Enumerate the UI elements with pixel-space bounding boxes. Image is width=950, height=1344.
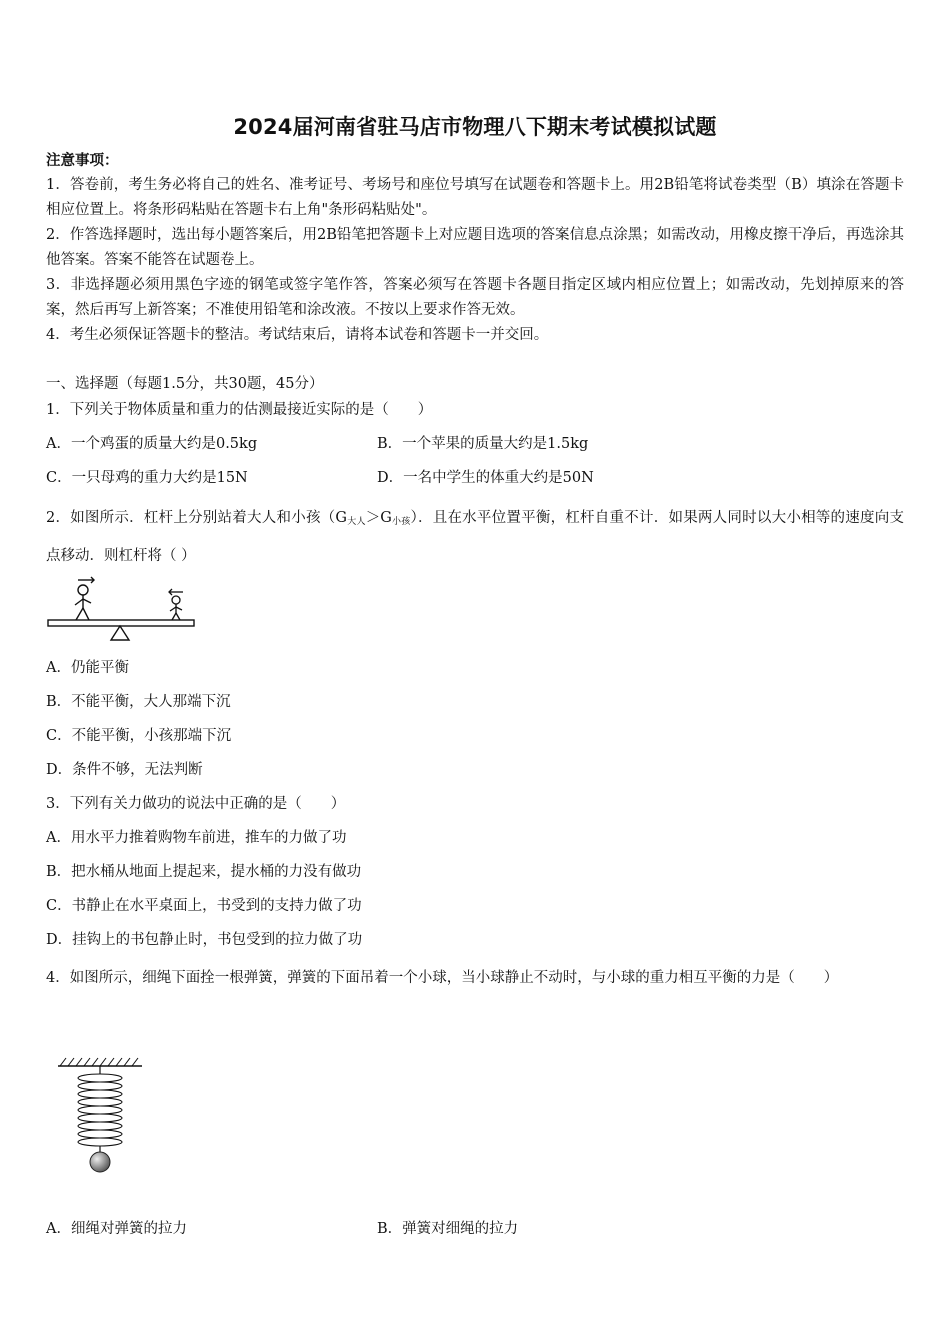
page-title: 2024届河南省驻马店市物理八下期末考试模拟试题 bbox=[233, 115, 717, 139]
q3-option-d: D．挂钩上的书包静止时，书包受到的拉力做了功 bbox=[46, 932, 363, 948]
notice-item-1: 1．答卷前，考生务必将自己的姓名、准考证号、考场号和座位号填写在试题卷和答题卡上。用2B铅笔将试卷类型（B）填涂在答题卡相应位置上。将条形码粘贴在答题卡右上角"条形码粘贴处"。 bbox=[46, 177, 904, 218]
spring-figure bbox=[56, 1054, 146, 1176]
q1-option-d: D．一名中学生的体重大约是50N bbox=[377, 470, 594, 486]
q1-option-a: A．一个鸡蛋的质量大约是0.5kg bbox=[46, 436, 258, 452]
q4-option-a: A．细绳对弹簧的拉力 bbox=[46, 1221, 187, 1237]
q2-subscript-adult: 大人 bbox=[347, 517, 366, 527]
q3-stem: 3．下列有关力做功的说法中正确的是（ ） bbox=[46, 796, 346, 812]
q2-subscript-child: 小孩 bbox=[391, 517, 411, 527]
q1-option-b: B．一个苹果的质量大约是1.5kg bbox=[377, 436, 589, 452]
ceiling-hatch bbox=[60, 1058, 138, 1066]
notice-heading: 注意事项： bbox=[46, 152, 119, 169]
q3-option-b: B．把水桶从地面上提起来，提水桶的力没有做功 bbox=[46, 864, 362, 880]
q4-option-b: B．弹簧对细绳的拉力 bbox=[377, 1221, 519, 1237]
lever-plank bbox=[48, 620, 194, 626]
q1-option-c: C．一只母鸡的重力大约是15N bbox=[46, 470, 248, 486]
q2-option-d: D．条件不够，无法判断 bbox=[46, 762, 203, 778]
q2-stem bbox=[46, 500, 904, 574]
q2-option-c: C．不能平衡，小孩那端下沉 bbox=[46, 728, 232, 744]
ball bbox=[90, 1152, 110, 1172]
q2-stem-part-1: 2．如图所示．杠杆上分别站着大人和小孩（G bbox=[46, 510, 347, 526]
section-heading: 一、选择题（每题1.5分，共30题，45分） bbox=[46, 376, 324, 392]
q4-stem: 4．如图所示，细绳下面拴一根弹簧，弹簧的下面吊着一个小球，当小球静止不动时，与小球的重力相互平衡的力是（ ） bbox=[46, 970, 839, 986]
child-figure bbox=[169, 589, 183, 620]
lever-figure bbox=[46, 576, 196, 644]
spring-coil bbox=[78, 1074, 122, 1146]
q3-option-a: A．用水平力推着购物车前进，推车的力做了功 bbox=[46, 830, 347, 846]
notice-item-3: 3．非选择题必须用黑色字迹的钢笔或签字笔作答，答案必须写在答题卡各题目指定区域内相应位置上；如需改动，先划掉原来的答案，然后再写上新答案；不准使用铅笔和涂改液。不按以上要求作答无效。 bbox=[46, 277, 904, 318]
q2-option-b: B．不能平衡，大人那端下沉 bbox=[46, 694, 231, 710]
q2-stem-part-2: ）．且在水平位置平衡，杠杆自重不计．如果两人同时以大小相等的速度向支点移动．则杠杆将（ ） bbox=[46, 510, 904, 564]
q3-option-c: C．书静止在水平桌面上，书受到的支持力做了功 bbox=[46, 898, 362, 914]
fulcrum bbox=[111, 626, 129, 640]
q2-option-a: A．仍能平衡 bbox=[46, 660, 129, 676]
notice-item-4: 4．考生必须保证答题卡的整洁。考试结束后，请将本试卷和答题卡一并交回。 bbox=[46, 327, 549, 343]
notice-item-2: 2．作答选择题时，选出每小题答案后，用2B铅笔把答题卡上对应题目选项的答案信息点涂黑；如需改动，用橡皮擦干净后，再选涂其他答案。答案不能答在试题卷上。 bbox=[46, 227, 904, 268]
q1-stem: 1．下列关于物体质量和重力的估测最接近实际的是（ ） bbox=[46, 402, 433, 418]
adult-figure bbox=[75, 577, 94, 620]
q2-stem-gt: ＞G bbox=[365, 510, 392, 526]
